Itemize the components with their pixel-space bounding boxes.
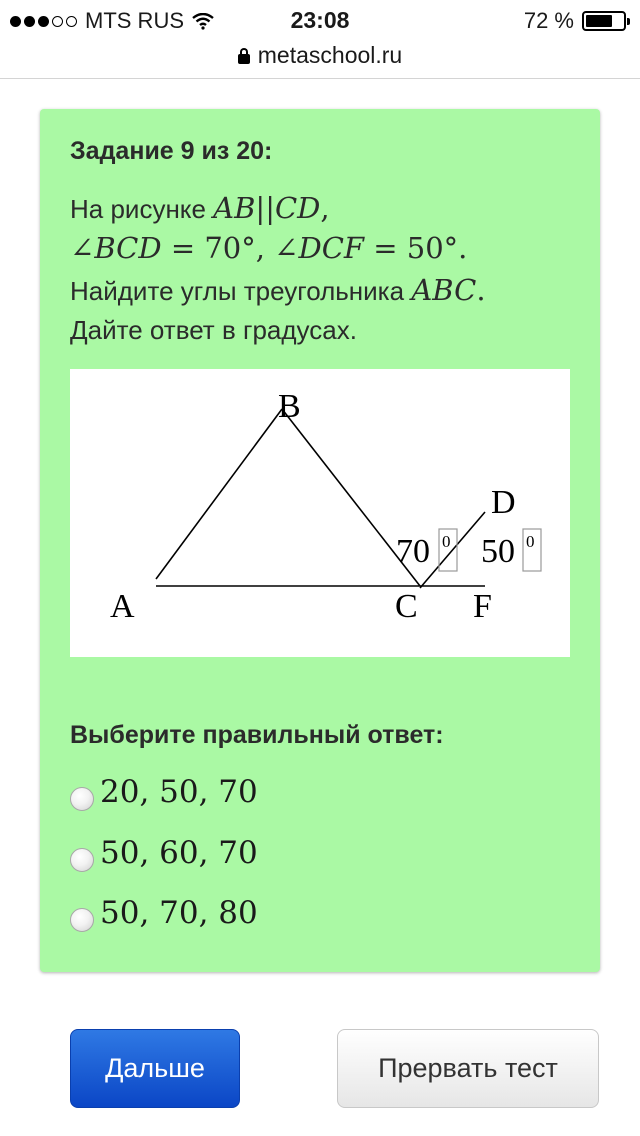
figure-svg	[70, 369, 570, 657]
degree-mark-50: 0	[526, 532, 535, 551]
label-b: B	[278, 388, 301, 425]
question-line-4: Дайте ответ в градусах.	[70, 315, 357, 345]
line-ab	[156, 409, 282, 579]
math-angles: ∠BCD = 70°, ∠DCF = 50°.	[70, 231, 468, 265]
answer-option-3[interactable]	[70, 888, 258, 938]
geometry-figure	[70, 369, 570, 657]
question-line-2	[70, 231, 467, 265]
answer-option-2[interactable]	[70, 828, 258, 878]
carrier-name: MTS RUS	[85, 8, 184, 33]
answer-option-1[interactable]	[70, 767, 258, 817]
status-bar	[0, 0, 640, 40]
next-button[interactable]: Дальше	[70, 1029, 240, 1108]
question-card	[40, 109, 600, 972]
label-d: D	[491, 484, 516, 521]
answer-option-label[interactable]: 50, 60, 70	[100, 835, 258, 871]
header-divider	[0, 78, 640, 79]
radio-button[interactable]	[70, 848, 94, 872]
answer-option-label[interactable]: 20, 50, 70	[100, 774, 258, 810]
radio-button[interactable]	[70, 787, 94, 811]
label-f: F	[473, 588, 492, 625]
battery-percent: 72 %	[523, 8, 574, 33]
angle-70-value: 70	[396, 533, 430, 570]
math-triangle: ABC.	[411, 273, 486, 307]
angle-50-value: 50	[481, 533, 515, 570]
label-c: C	[395, 588, 418, 625]
url-bar[interactable]	[0, 40, 640, 78]
math-parallel: AB||CD,	[213, 191, 330, 225]
abort-test-button[interactable]: Прервать тест	[337, 1029, 599, 1108]
question-text-find: Найдите углы треугольника	[70, 276, 412, 306]
lock-icon	[238, 48, 250, 64]
label-a: A	[110, 588, 135, 625]
radio-button[interactable]	[70, 908, 94, 932]
question-line-1	[70, 191, 330, 225]
answer-prompt: Выберите правильный ответ:	[70, 721, 444, 749]
battery-icon	[582, 11, 626, 31]
answer-option-label[interactable]: 50, 70, 80	[100, 895, 258, 931]
question-line-3	[70, 273, 486, 307]
battery-fill	[586, 15, 612, 27]
question-text-intro: На рисунке	[70, 194, 214, 224]
status-right	[524, 8, 626, 34]
degree-mark-70: 0	[442, 532, 451, 551]
task-title: Задание 9 из 20:	[70, 137, 273, 165]
clock: 23:08	[290, 7, 350, 33]
url-host[interactable]: metaschool.ru	[257, 42, 403, 68]
